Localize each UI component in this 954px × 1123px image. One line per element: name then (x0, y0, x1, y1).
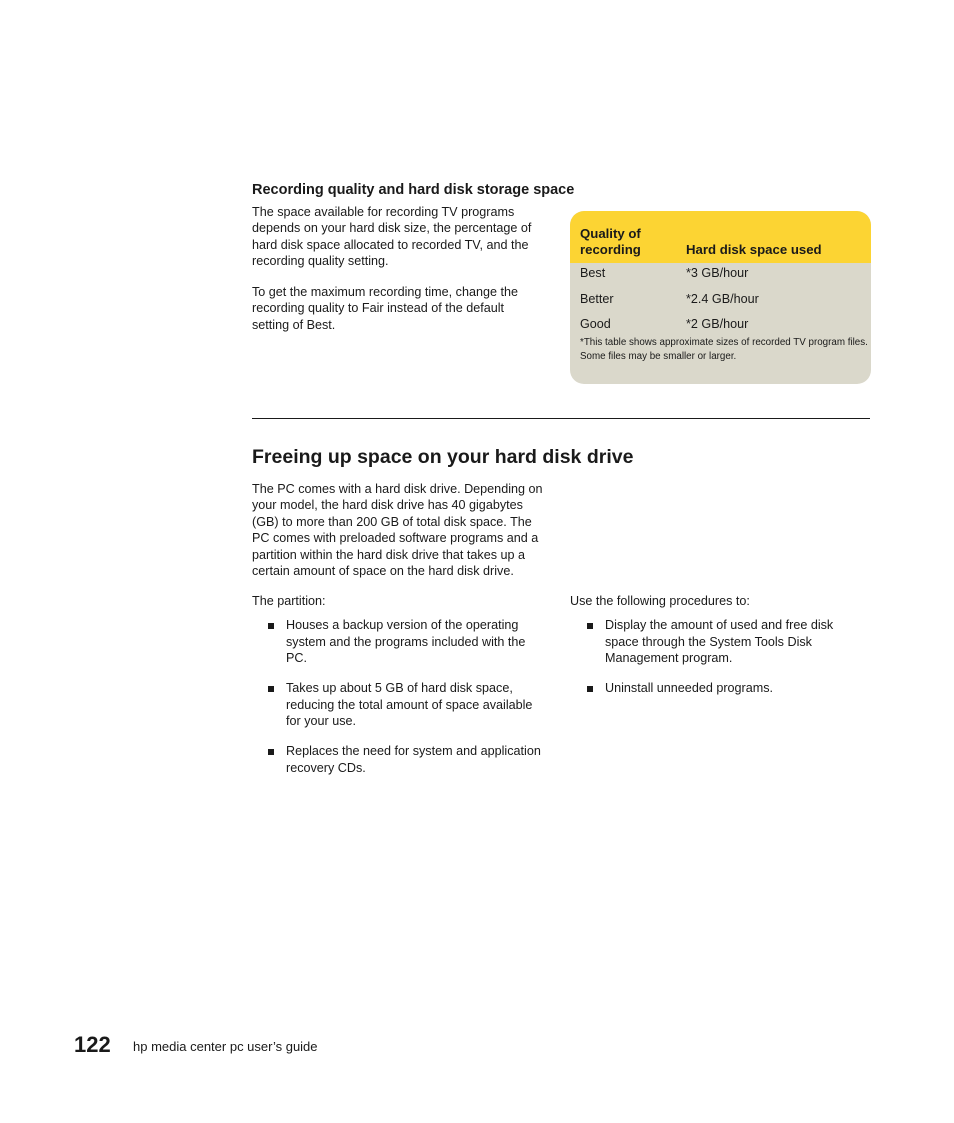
page-number: 122 (74, 1032, 111, 1057)
hard-disk-intro-paragraph: The PC comes with a hard disk drive. Depending on your model, the hard disk drive has 40 gigabytes (GB) to more than 200 GB of total disk space. The PC comes with preloaded software programs and a partition within the hard disk drive that takes up a certain amount of space on the hard disk drive. (252, 482, 543, 579)
bullet-icon (268, 749, 274, 755)
bullet-icon (268, 686, 274, 692)
header-disk-space: Hard disk space used (686, 242, 822, 257)
partition-label: The partition: (252, 594, 326, 608)
table-row (570, 317, 871, 337)
section-heading-freeing-space: Freeing up space on your hard disk drive (252, 446, 634, 468)
recording-quality-table (570, 211, 871, 384)
bullet-icon (587, 623, 593, 629)
quality-cell: Better (580, 292, 614, 306)
table-header (570, 211, 871, 263)
space-cell: *2.4 GB/hour (686, 292, 759, 306)
recording-space-paragraph: The space available for recording TV programs depends on your hard disk size, the percentage of hard disk space allocated to recorded TV, and the recording quality setting. (252, 205, 532, 269)
bullet-icon (587, 686, 593, 692)
table-row (570, 266, 871, 286)
table-footnote: *This table shows approximate sizes of recorded TV program files. Some files may be smaller or larger. (580, 337, 868, 362)
table-row (570, 292, 871, 312)
quality-cell: Good (580, 317, 611, 331)
section-heading-recording-quality: Recording quality and hard disk storage space (252, 182, 575, 198)
section-divider (252, 418, 870, 419)
guide-title: hp media center pc user’s guide (133, 1039, 318, 1054)
maximum-recording-paragraph: To get the maximum recording time, change the recording quality to Fair instead of the default setting of Best. (252, 285, 518, 332)
procedures-label: Use the following procedures to: (570, 594, 750, 608)
header-quality: Quality of recording (580, 226, 641, 257)
quality-cell: Best (580, 266, 606, 280)
space-cell: *3 GB/hour (686, 266, 749, 280)
space-cell: *2 GB/hour (686, 317, 749, 331)
bullet-icon (268, 623, 274, 629)
